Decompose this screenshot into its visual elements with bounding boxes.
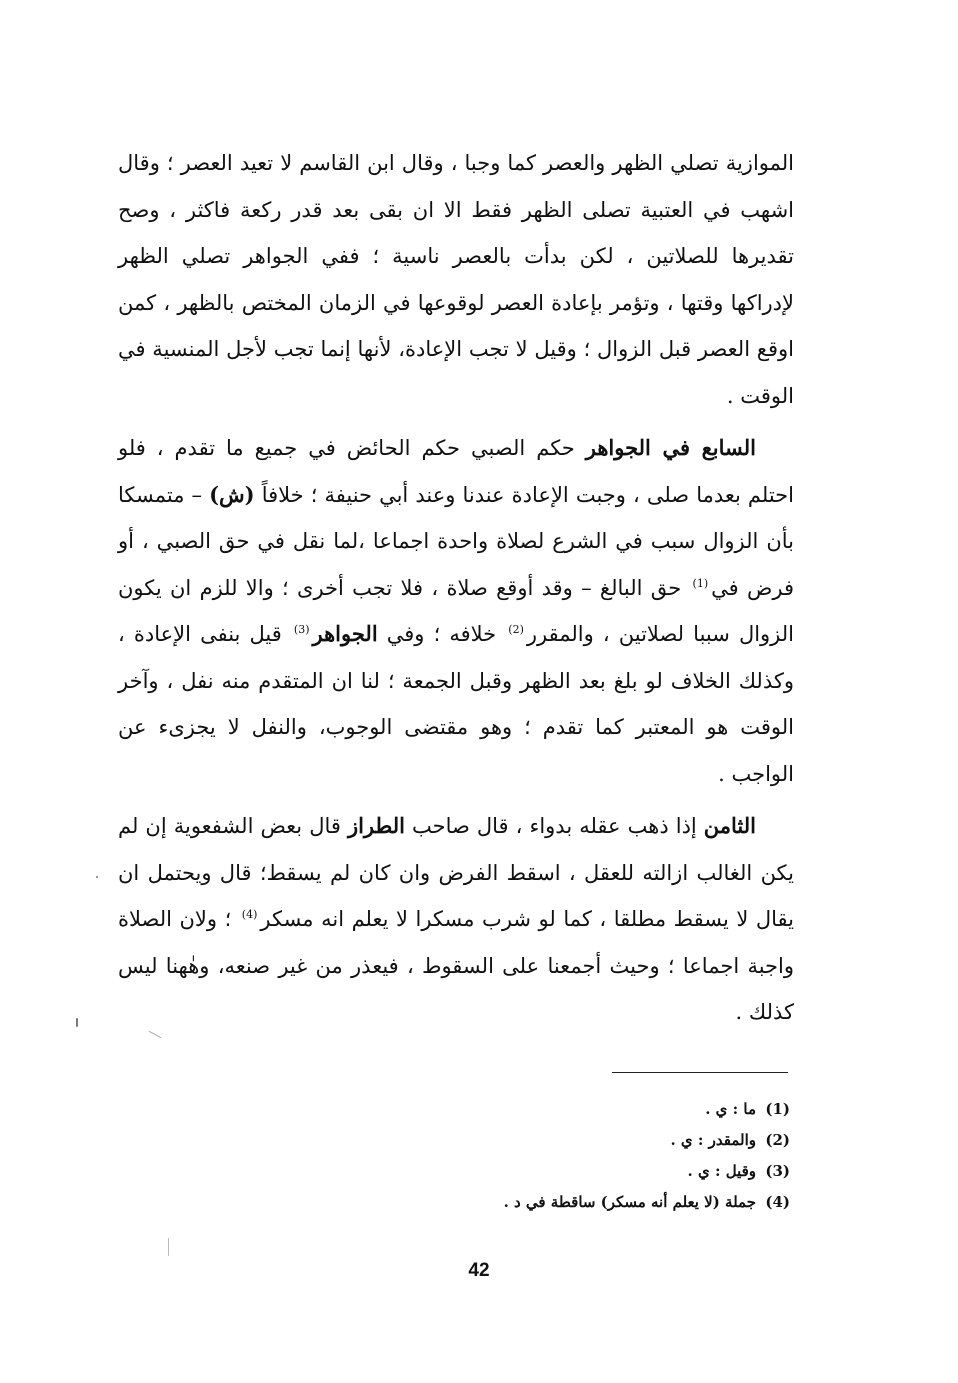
footnote-ref-1: (1) bbox=[692, 576, 709, 590]
footnote-text: جملة (لا يعلم أنه مسكر) ساقطة في د . bbox=[503, 1193, 756, 1211]
footnote-divider bbox=[612, 1072, 788, 1073]
footnote-text: وقيل : ي . bbox=[687, 1162, 756, 1180]
paragraph-2-text-b: – متمسكا بأن الزوال سبب في الشرع لصلاة واحدة اجماعا ،لما نقل في حق الصبي ، أو فرض في bbox=[118, 482, 794, 600]
scan-speck bbox=[96, 876, 98, 878]
paragraph-2 bbox=[118, 425, 794, 797]
footnotes bbox=[200, 1094, 790, 1218]
scan-speck bbox=[76, 1018, 78, 1027]
footnote-2 bbox=[200, 1125, 790, 1156]
paragraph-3-text-a: إذا ذهب عقله بدواء ، قال صاحب bbox=[404, 814, 704, 838]
footnote-number: (1) bbox=[765, 1100, 790, 1118]
paragraph-3 bbox=[118, 803, 794, 1036]
paragraph-1 bbox=[118, 140, 794, 419]
footnote-ref-3: (3) bbox=[293, 623, 310, 636]
paragraph-2-text-d: خلافه ؛ وفي bbox=[377, 622, 506, 646]
book-title-tiraz: الطراز bbox=[347, 813, 405, 838]
paragraph-2-text-e: قيل بنفى الإعادة ، وكذلك الخلاف لو بلغ بعد الظهر وقبل الجمعة ؛ لنا ان المتقدم منه نفل ، وآخر الوقت هو المعتبر كما تقدم ؛ وهو مقتضى الوجوب، والنفل لا يجزىء عن الواجب . bbox=[118, 622, 794, 786]
footnote-number: (4) bbox=[765, 1193, 790, 1211]
footnote-1 bbox=[200, 1094, 790, 1125]
paragraph-3-heading: الثامن bbox=[703, 813, 756, 838]
paragraph-3-text-c: ؛ ولان الصلاة واجبة اجماعا ؛ وحيث أجمعنا على السقوط ، فيعذر من غير صنعه، وهٰهنا ليس كذلك . bbox=[118, 907, 794, 1024]
footnote-number: (2) bbox=[765, 1131, 790, 1149]
footnote-text: والمقدر : ي . bbox=[670, 1131, 756, 1149]
footnote-ref-2: (2) bbox=[508, 623, 524, 636]
footnote-3 bbox=[200, 1156, 790, 1187]
footnote-4 bbox=[200, 1187, 790, 1218]
paragraph-2-heading: السابع في الجواهر bbox=[585, 435, 756, 460]
body-text bbox=[118, 140, 794, 1036]
footnote-text: ما : ي . bbox=[705, 1100, 756, 1118]
book-title-jawahir: الجواهر bbox=[312, 621, 378, 646]
shafii-abbrev: (ش) bbox=[209, 481, 255, 507]
paragraph-2-text-c: حق البالغ – وقد أوقع صلاة ، فلا تجب أخرى ؛ والا للزم ان يكون الزوال سببا لصلاتين ، والمقرر bbox=[118, 575, 794, 646]
footnote-number: (3) bbox=[765, 1162, 790, 1180]
paragraph-3-text-b: قال بعض الشفعوية إن لم يكن الغالب ازالته للعقل ، اسقط الفرض وان كان لم يسقط؛ قال ويحتمل ان يقال لا يسقط مطلقا ، كما لو شرب مسكرا لا يعلم انه مسكر bbox=[118, 814, 794, 931]
paragraph-2-text-a: حكم الصبي حكم الحائض في جميع ما تقدم ، فلو احتلم بعدما صلى ، وجبت الإعادة عندنا وعند أبي حنيفة ؛ خلافاً bbox=[118, 436, 794, 507]
scan-speck bbox=[168, 1238, 169, 1256]
paragraph-1-text: الموازية تصلي الظهر والعصر كما وجبا ، وقال ابن القاسم لا تعيد العصر ؛ وقال اشهب في العتبية تصلى الظهر فقط الا ان بقى بعد قدر ركعة فاكثر ، وصح تقديرها للصلاتين ، لكن بدأت بالعصر ناسية ؛ ففي الجواهر تصلي الظهر لإدراكها وقتها ، وتؤمر بإعادة العصر لوقوعها في الزمان المختص بالظهر ، كمن اوقع العصر قبل الزوال ؛ وقيل لا تجب الإعادة، لأنها إنما تجب لأجل المنسية في الوقت . bbox=[118, 151, 794, 408]
page-number: 42 bbox=[468, 1260, 490, 1281]
footnote-ref-4: (4) bbox=[241, 908, 258, 921]
